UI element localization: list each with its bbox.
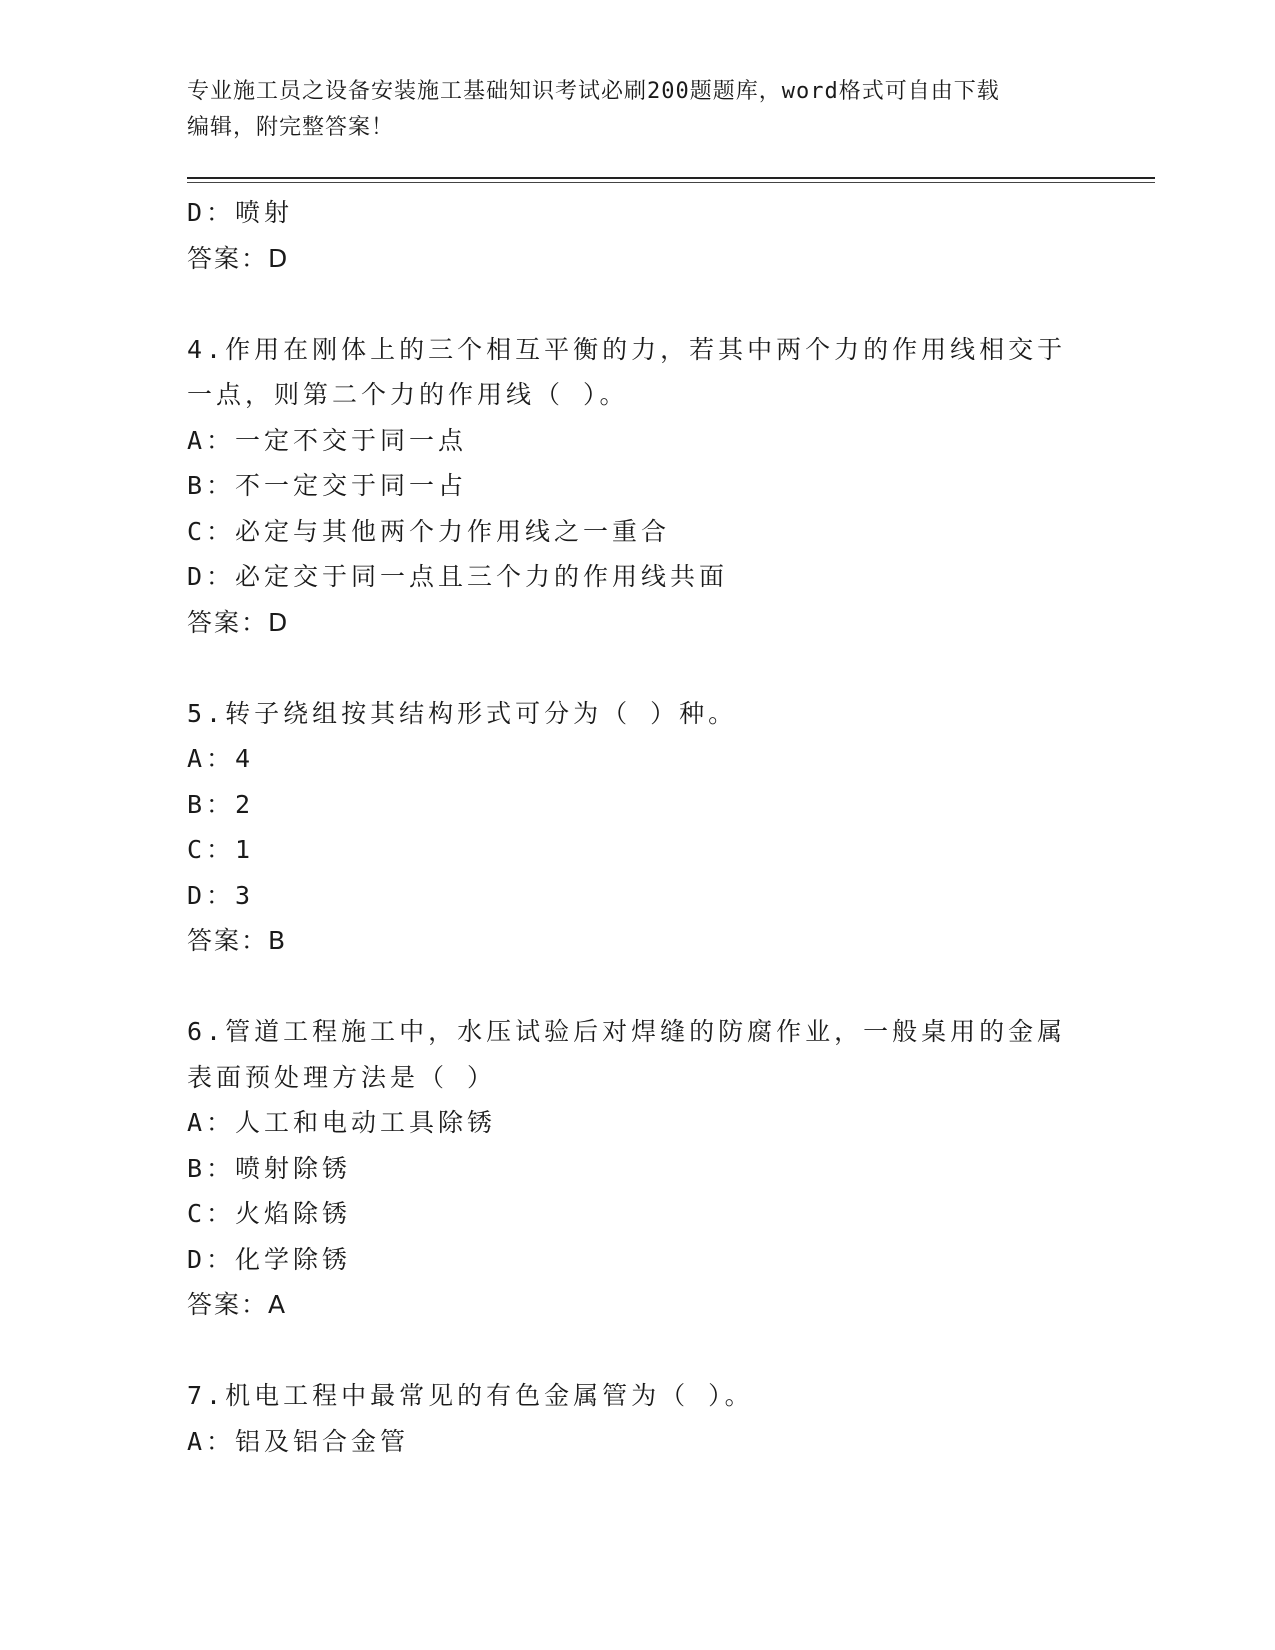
- option-a: A：铝及铝合金管: [187, 1426, 410, 1456]
- question-stem: 6.管道工程施工中，水压试验后对焊缝的防腐作业，一般桌用的金属: [187, 1017, 1067, 1046]
- option-d: D：必定交于同一点且三个力的作用线共面: [187, 562, 729, 591]
- question-stem-continued: 一点，则第二个力的作用线（ ）。: [187, 380, 629, 409]
- question-4: [187, 327, 1067, 646]
- option-d: D：3: [187, 880, 255, 910]
- question-list: [187, 190, 1067, 1464]
- question-stem: 4.作用在刚体上的三个相互平衡的力，若其中两个力的作用线相交于: [187, 334, 1067, 364]
- answer-line: 答案：D: [187, 243, 290, 273]
- option-a: A：4: [187, 744, 255, 773]
- question-7: [187, 1373, 1067, 1464]
- question-6: [187, 1009, 1067, 1328]
- document-header: [187, 74, 1067, 146]
- option-b: B：喷射除锈: [187, 1153, 352, 1183]
- option-b: B：不一定交于同一占: [187, 471, 468, 500]
- question-stem-continued: 表面预处理方法是（ ）: [187, 1062, 497, 1092]
- header-line-2: 编辑，附完整答案！: [187, 115, 395, 140]
- option-d: D：化学除锈: [187, 1244, 352, 1274]
- header-divider-thick: [187, 177, 1155, 179]
- option-c: C：1: [187, 835, 255, 864]
- option-d: D：喷射: [187, 198, 294, 227]
- question-stem: 7.机电工程中最常见的有色金属管为（ ）。: [187, 1381, 754, 1410]
- answer-line: 答案：D: [187, 607, 290, 637]
- option-a: A：人工和电动工具除锈: [187, 1108, 497, 1137]
- answer-line: 答案：A: [187, 1290, 288, 1319]
- answer-line: 答案：B: [187, 926, 288, 955]
- option-b: B：2: [187, 789, 255, 819]
- header-divider-thin: [187, 182, 1155, 183]
- option-c: C：火焰除锈: [187, 1199, 352, 1228]
- option-a: A：一定不交于同一点: [187, 425, 468, 455]
- header-line-1: 专业施工员之设备安装施工基础知识考试必刷200题题库，word格式可自由下载: [187, 79, 1000, 104]
- question-5: [187, 691, 1067, 964]
- question-stem: 5.转子绕组按其结构形式可分为（ ）种。: [187, 698, 738, 728]
- option-c: C：必定与其他两个力作用线之一重合: [187, 516, 671, 546]
